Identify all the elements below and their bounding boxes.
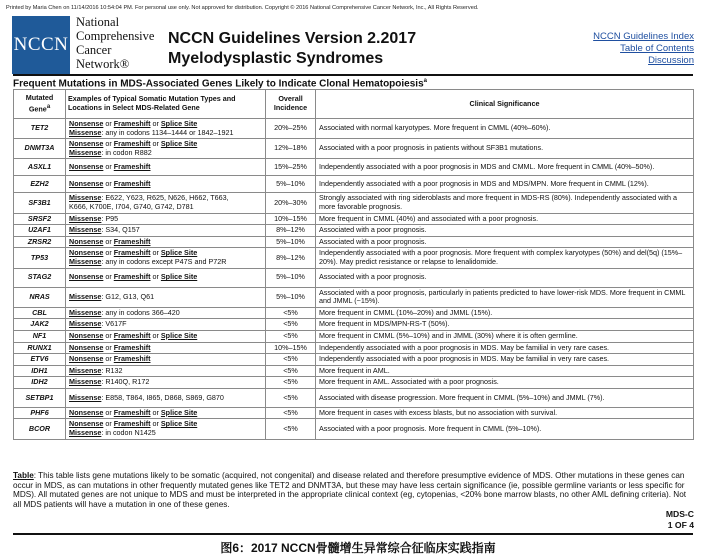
mutation-detail: or [103,179,114,189]
mutation-type: Splice Site [160,139,198,149]
mutation-examples-cell [66,407,266,419]
mutation-examples-cell [66,248,266,268]
clinical-significance-cell: Associated with normal karyotypes. More frequent in CMML (40%–60%). [316,119,694,139]
mutation-type: Frameshift [113,407,151,417]
incidence-cell: 20%–25% [266,119,316,139]
table-row [14,287,694,307]
logo-line: Comprehensive [76,29,155,43]
mutation-example-line [69,129,262,138]
table-row [14,193,694,213]
mutation-detail: or [103,407,114,417]
mutation-examples-cell [66,213,266,225]
mutation-detail: or [103,330,114,340]
mutation-detail: or [150,407,161,417]
mutation-detail: : in codon R882 [101,147,152,157]
logo-wordmark [76,15,154,71]
mutation-detail: or [103,119,114,128]
logo-line: Network® [76,57,130,71]
gene-cell: TP53 [14,248,66,268]
mutation-example-line [69,409,262,418]
bottom-divider [13,533,693,535]
mutation-type: Nonsense [69,179,104,189]
incidence-cell: <5% [266,407,316,419]
mutation-example-line [69,367,262,376]
incidence-cell: <5% [266,319,316,331]
mutation-example-line [69,293,262,302]
mutation-type: Missense [69,225,102,235]
clinical-significance-cell: More frequent in MDS/MPN-RS-T (50%). [316,319,694,331]
mutation-detail: or [103,248,114,258]
page-identifier [666,509,694,531]
mutation-examples-cell [66,319,266,331]
table-row [14,248,694,268]
mutation-example-line [69,394,262,403]
mutation-example-line [69,258,262,267]
mutation-type: Missense [69,147,102,157]
mutation-examples-cell [66,193,266,213]
mutation-type: Nonsense [69,407,104,417]
clinical-significance-cell: Associated with a poor prognosis. [316,268,694,287]
mutation-examples-cell [66,419,266,439]
print-notice: Printed by Maria Chen on 11/14/2016 10:54:04 PM. For personal use only. Not approved for distribution. Copyright © 2016 National Comprehensive Cancer Network, Inc., All Rights Reserved. [6,5,479,11]
clinical-significance-cell: Associated with a poor prognosis. [316,236,694,248]
gene-cell: U2AF1 [14,225,66,237]
mutation-detail: or [103,272,114,282]
mutation-type: Splice Site [160,272,198,282]
incidence-cell: 15%–25% [266,159,316,176]
mutation-detail: or [103,342,114,352]
gene-cell: DNMT3A [14,139,66,159]
mutation-type: Frameshift [113,119,151,128]
incidence-cell: <5% [266,354,316,366]
title-topic: Myelodysplastic Syndromes [168,50,384,67]
table-row [14,330,694,342]
clinical-significance-cell: Independently associated with a poor prognosis in MDS and MDS/MPN. More frequent in CMML (12%). [316,176,694,193]
gene-cell: RUNX1 [14,342,66,354]
mutation-examples-cell [66,236,266,248]
mutation-type: Nonsense [69,139,104,149]
mutation-example-line [69,163,262,172]
clinical-significance-cell: More frequent in AML. Associated with a poor prognosis. [316,377,694,389]
mutation-example-line [69,309,262,318]
gene-cell: ASXL1 [14,159,66,176]
gene-cell: ETV6 [14,354,66,366]
nccn-logo [12,16,162,74]
mutation-table [13,89,694,440]
clinical-significance-cell: Associated with a poor prognosis in patients without SF3B1 mutations. [316,139,694,159]
incidence-cell: 12%–18% [266,139,316,159]
mutation-detail: : E622, Y623, R625, N626, H662, T663, [101,193,229,203]
incidence-cell: 20%–30% [266,193,316,213]
gene-cell: STAG2 [14,268,66,287]
clinical-significance-cell: Independently associated with a poor prognosis. More frequent with complex karyotypes (50%) and del(5q) (15%–20%). May predict resistance or relapse to lenalidomide. [316,248,694,268]
footnote-text: : This table lists gene mutations likely to be somatic (acquired, not congenital) and disease related and therefore presumptive evidence of MDS. Other mutations in these genes can occur in MDS, as can mutations in other frequently mutated genes like TET2 and DNMT3A, but these may have less certain significance (ie, possible germline variants or less specific for MDS). All mutated genes are not unique to MDS and must be interpreted in the appropriate clinical context (eg, cytopenias, <20% bone marrow blasts, no other AML defining criteria). Not all MDS patients will have a mutation in one of these genes. [13,471,687,509]
mutation-examples-cell [66,330,266,342]
gene-cell: NRAS [14,287,66,307]
mutation-detail: or [103,139,114,149]
page-count: 1 OF 4 [667,520,694,530]
mutation-detail: or [103,419,114,429]
mutation-example-line [69,226,262,235]
clinical-significance-cell: Associated with disease progression. More frequent in CMML (5%–10%) and JMML (7%). [316,388,694,407]
table-row [14,268,694,287]
mutation-example-line [69,273,262,282]
mutation-type: Missense [69,377,102,387]
clinical-significance-cell: More frequent in CMML (5%–10%) and in JMML (30%) where it is often germline. [316,330,694,342]
mutation-examples-cell [66,377,266,389]
mutation-type: Frameshift [113,139,151,149]
mutation-examples-cell [66,268,266,287]
clinical-significance-cell: More frequent in CMML (40%) and associated with a poor prognosis. [316,213,694,225]
mutation-type: Frameshift [113,248,151,258]
table-heading-text: Frequent Mutations in MDS-Associated Genes Likely to Indicate Clonal Hematopoiesis [13,78,424,90]
mutation-type: Splice Site [160,330,198,340]
table-row [14,159,694,176]
mutation-examples-cell [66,139,266,159]
gene-cell: CBL [14,307,66,319]
table-row [14,119,694,139]
table-row [14,342,694,354]
incidence-cell: <5% [266,388,316,407]
incidence-cell: 5%–10% [266,268,316,287]
gene-cell: BCOR [14,419,66,439]
table-row [14,176,694,193]
mutation-detail: or [150,248,161,258]
page-code: MDS-C [665,509,694,519]
mutation-type: Nonsense [69,119,104,128]
mutation-type: Nonsense [69,330,104,340]
section-divider [13,74,693,76]
page-title [168,29,416,69]
mutation-example-line [69,320,262,329]
figure-caption: 图6：2017 NCCN骨髓增生异常综合征临床实践指南 [220,541,496,555]
clinical-significance-cell: Independently associated with a poor prognosis in MDS and CMML. More frequent in CMML (40%–50%). [316,159,694,176]
mutation-type: Frameshift [113,236,151,246]
mutation-example-line [69,203,262,212]
table-row [14,388,694,407]
table-row [14,319,694,331]
mutation-type: Nonsense [69,419,104,429]
mutation-detail: or [150,139,161,149]
mutation-detail: or [103,162,114,172]
table-row [14,377,694,389]
mutation-type: Nonsense [69,162,104,172]
mutation-examples-cell [66,342,266,354]
mutation-examples-cell [66,307,266,319]
mutation-type: Frameshift [113,179,151,189]
mutation-detail: or [103,236,114,246]
table-footnote [13,471,693,509]
mutation-examples-cell [66,119,266,139]
table-header-row [14,90,694,119]
mutation-type: Frameshift [113,354,151,364]
gene-cell: ZRSR2 [14,236,66,248]
link-table-of-contents[interactable]: Table of Contents [620,43,694,54]
mutation-type: Frameshift [113,342,151,352]
incidence-cell: 10%–15% [266,342,316,354]
mutation-example-line [69,355,262,364]
footnote-label: Table [13,471,34,480]
table-row [14,139,694,159]
mutation-detail: or [103,354,114,364]
incidence-cell: <5% [266,330,316,342]
mutation-examples-cell [66,176,266,193]
mutation-example-line [69,215,262,224]
table-row [14,236,694,248]
gene-cell: TET2 [14,119,66,139]
clinical-significance-cell: Associated with a poor prognosis. [316,225,694,237]
table-row [14,419,694,439]
table-row [14,365,694,377]
table-body [14,119,694,440]
mutation-example-line [69,344,262,353]
mutation-detail: : V617F [101,319,127,329]
mutation-example-line [69,332,262,341]
mutation-type: Splice Site [160,248,198,258]
mutation-type: Missense [69,193,102,203]
mutation-example-line [69,378,262,387]
mutation-type: Frameshift [113,330,151,340]
col-header-significance: Clinical Significance [316,90,694,119]
incidence-cell: 5%–10% [266,287,316,307]
clinical-significance-cell: More frequent in CMML (10%–20%) and JMML (15%). [316,307,694,319]
mutation-type: Frameshift [113,162,151,172]
mutation-detail: or [150,330,161,340]
link-guidelines-index[interactable]: NCCN Guidelines Index [593,31,694,42]
clinical-significance-cell: Associated with a poor prognosis. More frequent in CMML (5%–10%). [316,419,694,439]
mutation-type: Missense [69,291,102,301]
mutation-examples-cell [66,225,266,237]
incidence-cell: <5% [266,307,316,319]
link-discussion[interactable]: Discussion [648,55,694,66]
mutation-type: Missense [69,365,102,375]
mutation-detail: : any in codons 1134–1444 or 1842–1921 [101,127,234,137]
mutation-type: Missense [69,392,102,402]
table-row [14,213,694,225]
mutation-detail: : in codon N1425 [101,428,156,438]
mutation-detail: : P95 [101,213,119,223]
mutation-detail: : G12, G13, Q61 [101,291,155,301]
mutation-detail: or [150,119,161,128]
table-row [14,225,694,237]
incidence-cell: <5% [266,377,316,389]
mutation-type: Nonsense [69,272,104,282]
table-row [14,407,694,419]
mutation-type: Missense [69,213,102,223]
incidence-cell: 8%–12% [266,248,316,268]
mutation-type: Splice Site [160,419,198,429]
gene-cell: IDH1 [14,365,66,377]
gene-cell: IDH2 [14,377,66,389]
guideline-links [593,31,694,67]
incidence-cell: 5%–10% [266,176,316,193]
incidence-cell: <5% [266,365,316,377]
table-row [14,354,694,366]
mutation-type: Frameshift [113,419,151,429]
mutation-type: Nonsense [69,248,104,258]
gene-cell: NF1 [14,330,66,342]
mutation-type: Frameshift [113,272,151,282]
mutation-detail: : any in codons except P47S and P72R [101,256,227,266]
incidence-cell: <5% [266,419,316,439]
mutation-examples-cell [66,287,266,307]
clinical-significance-cell: Strongly associated with ring sideroblasts and more frequent in MDS-RS (80%). Independently associated with a more favorable prognosis. [316,193,694,213]
mutation-detail: or [150,419,161,429]
mutation-detail: : E858, T864, I865, D868, S869, G870 [101,392,224,402]
col-header-incidence: Overall Incidence [266,90,316,119]
incidence-cell: 5%–10% [266,236,316,248]
mutation-detail: : R140Q, R172 [101,377,150,387]
mutation-type: Missense [69,127,102,137]
gene-cell: SETBP1 [14,388,66,407]
mutation-example-line [69,429,262,438]
col-header-examples: Examples of Typical Somatic Mutation Types and Locations in Select MDS-Related Gene [66,90,266,119]
mutation-type: Missense [69,428,102,438]
clinical-significance-cell: More frequent in cases with excess blasts, but no association with survival. [316,407,694,419]
logo-line: National [76,15,120,29]
heading-footnote-mark: a [423,78,427,84]
table-row [14,307,694,319]
gene-cell: EZH2 [14,176,66,193]
mutation-type: Splice Site [160,119,198,128]
mutation-detail: : S34, Q157 [101,225,140,235]
clinical-significance-cell: Associated with a poor prognosis, particularly in patients predicted to have lower-risk MDS. More frequent in CMML and JMML (~15%). [316,287,694,307]
mutation-examples-cell [66,354,266,366]
mutation-example-line [69,149,262,158]
mutation-type: Splice Site [160,407,198,417]
clinical-significance-cell: Independently associated with a poor prognosis in MDS. May be familial in very rare cases. [316,354,694,366]
mutation-type: Missense [69,319,102,329]
gene-cell: SRSF2 [14,213,66,225]
logo-line: Cancer [76,43,112,57]
mutation-example-line [69,180,262,189]
gene-cell: JAK2 [14,319,66,331]
clinical-significance-cell: Independently associated with a poor prognosis in MDS. May be familial in very rare cases. [316,342,694,354]
mutation-type: Nonsense [69,342,104,352]
table-heading [13,78,427,89]
mutation-detail: : any in codons 366–420 [101,307,180,317]
incidence-cell: 10%–15% [266,213,316,225]
mutation-examples-cell [66,388,266,407]
mutation-detail: or [150,272,161,282]
mutation-detail: : R132 [101,365,123,375]
mutation-type: Nonsense [69,354,104,364]
mutation-examples-cell [66,159,266,176]
col-header-gene: Mutated Gene$^a$ [14,90,66,119]
mutation-examples-cell [66,365,266,377]
mutation-type: Missense [69,256,102,266]
logo-badge: NCCN [12,16,70,74]
mutation-type: Nonsense [69,236,104,246]
gene-cell: SF3B1 [14,193,66,213]
mutation-type: Missense [69,307,102,317]
title-version: NCCN Guidelines Version 2.2017 [168,30,417,47]
mutation-detail: K666, K700E, I704, G740, G742, D781 [69,201,194,211]
incidence-cell: 8%–12% [266,225,316,237]
gene-cell: PHF6 [14,407,66,419]
mutation-example-line [69,238,262,247]
clinical-significance-cell: More frequent in AML. [316,365,694,377]
